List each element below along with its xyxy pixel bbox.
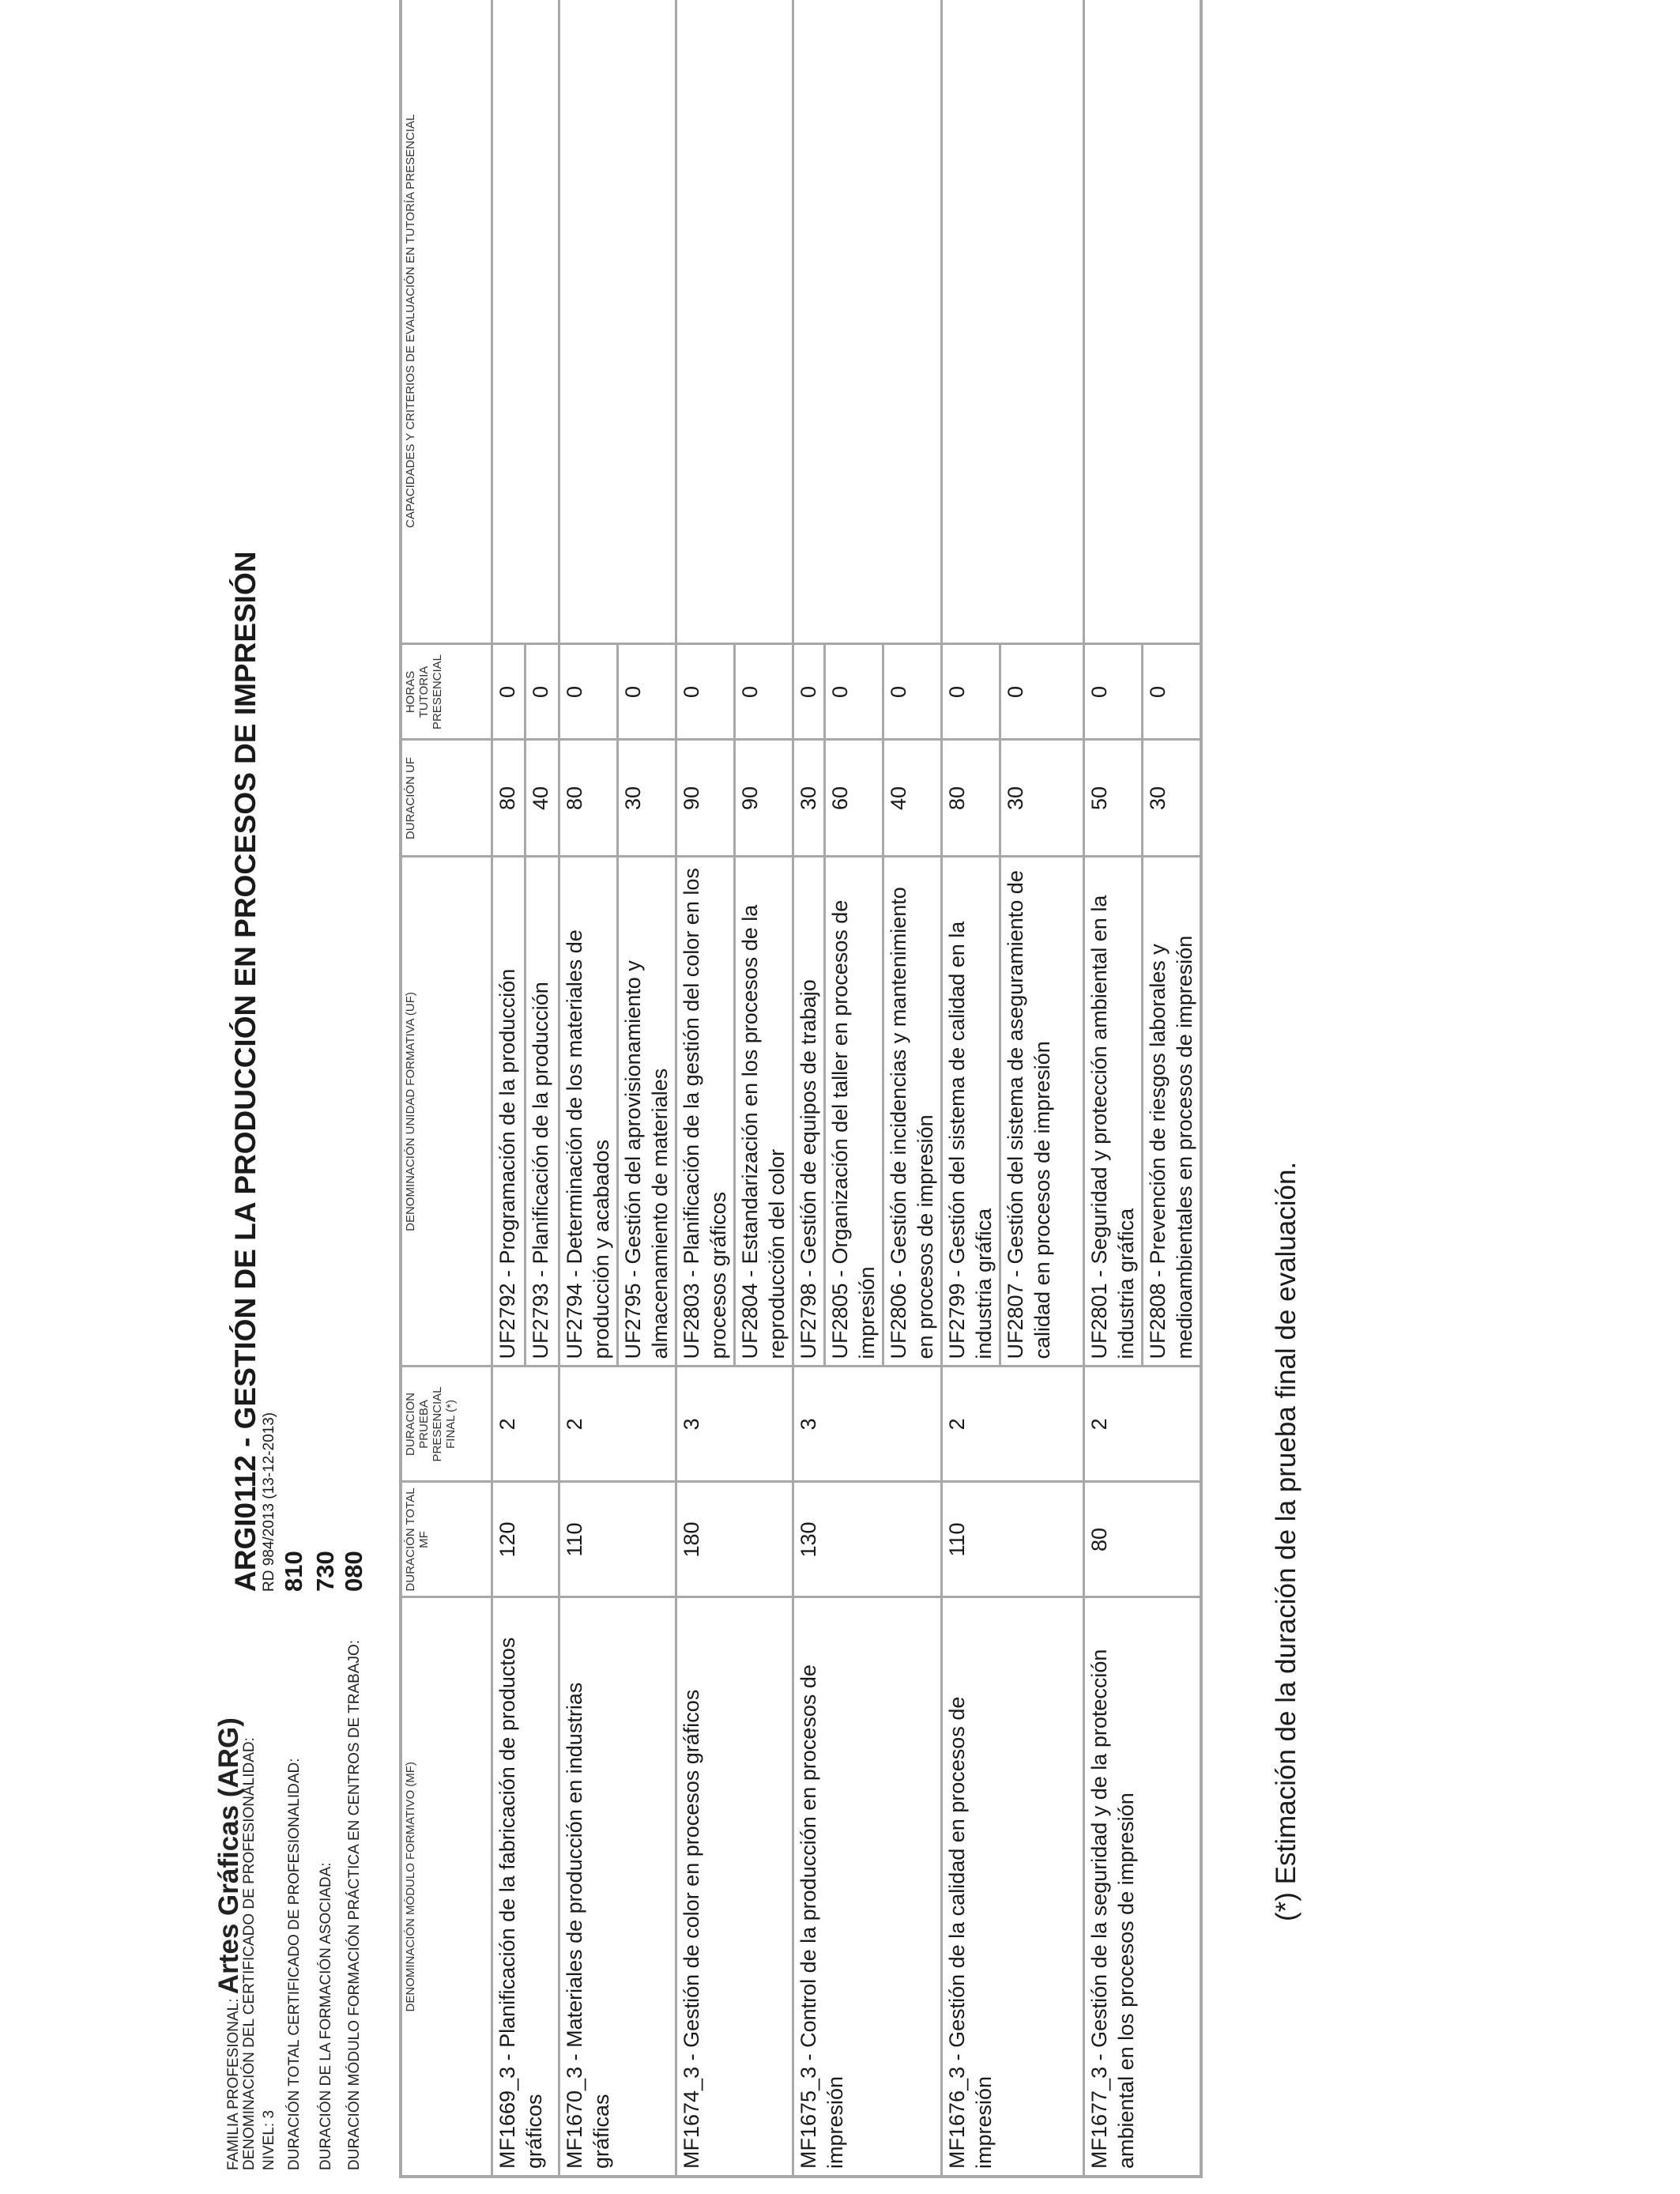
- mf-cell: MF1677_3 - Gestión de la seguridad y de la protección ambiental en los procesos de impresión: [1084, 1597, 1201, 2177]
- uf-cell: UF2805 - Organización del taller en procesos de impresión: [825, 857, 883, 1367]
- capacidades-cell: [559, 0, 676, 644]
- col-header-mf: DENOMINACIÓN MÓDULO FORMATIVO (MF): [401, 1597, 492, 2177]
- col-header-capacidades: CAPACIDADES Y CRITERIOS DE EVALUACIÓN EN TUTORÍA PRESENCIAL: [401, 0, 492, 644]
- footnote: (*) Estimación de la duración de la prueba final de evaluación.: [1271, 1161, 1301, 1921]
- mf-cell: MF1670_3 - Materiales de producción en industrias gráficas: [559, 1597, 676, 2177]
- duracion-practica-value: 080: [340, 1551, 367, 1592]
- uf-cell: UF2793 - Planificación de la producción: [525, 857, 559, 1367]
- uf-cell: UF2795 - Gestión del aprovisionamiento y almacenamiento de materiales: [618, 857, 676, 1367]
- table-row: [1084, 0, 1143, 2177]
- uf-horas-cell: 0: [559, 644, 618, 740]
- table-row: [492, 0, 525, 2177]
- uf-duration-cell: 80: [942, 740, 1000, 857]
- uf-duration-cell: 90: [676, 740, 735, 857]
- uf-cell: UF2792 - Programación de la producción: [492, 857, 525, 1367]
- duracion-formacion-label: DURACIÓN DE LA FORMACIÓN ASOCIADA:: [318, 1862, 334, 2170]
- uf-horas-cell: 0: [1000, 644, 1084, 740]
- capacidades-cell: [1084, 0, 1201, 644]
- rd-reference: RD 984/2013 (13-12-2013): [261, 1412, 277, 1592]
- familia-label: FAMILIA PROFESIONAL:: [225, 1998, 242, 2170]
- denominacion-label: DENOMINACIÓN DEL CERTIFICADO DE PROFESIONALIDAD:: [241, 1737, 258, 2170]
- nivel-label: NIVEL: 3: [261, 2109, 277, 2170]
- uf-horas-cell: 0: [825, 644, 883, 740]
- duracion-total-value: 810: [280, 1551, 307, 1592]
- capacidades-cell: [793, 0, 942, 644]
- uf-duration-cell: 80: [559, 740, 618, 857]
- uf-horas-cell: 0: [525, 644, 559, 740]
- col-header-uf: DENOMINACIÓN UNIDAD FORMATIVA (UF): [401, 857, 492, 1367]
- mf-total-cell: 130: [793, 1482, 942, 1597]
- mf-total-cell: 110: [559, 1482, 676, 1597]
- mf-total-cell: 110: [942, 1482, 1084, 1597]
- capacidades-cell: [942, 0, 1084, 644]
- duracion-total-label: DURACIÓN TOTAL CERTIFICADO DE PROFESIONALIDAD:: [286, 1758, 303, 2170]
- uf-horas-cell: 0: [793, 644, 825, 740]
- familia-line: [213, 1717, 245, 2170]
- familia-value: Artes Gráficas (ARG): [213, 1717, 244, 1995]
- mf-total-cell: 80: [1084, 1482, 1201, 1597]
- uf-duration-cell: 30: [793, 740, 825, 857]
- col-header-prueba: DURACION PRUEBA PRESENCIAL FINAL (*): [401, 1367, 492, 1482]
- mf-prueba-cell: 2: [492, 1367, 559, 1482]
- uf-horas-cell: 0: [1084, 644, 1143, 740]
- uf-cell: UF2807 - Gestión del sistema de aseguramiento de calidad en procesos de impresión: [1000, 857, 1084, 1367]
- uf-duration-cell: 40: [525, 740, 559, 857]
- col-header-total-mf: DURACIÓN TOTAL MF: [401, 1482, 492, 1597]
- uf-cell: UF2803 - Planificación de la gestión del color en los procesos gráficos: [676, 857, 735, 1367]
- uf-cell: UF2806 - Gestión de incidencias y mantenimiento en procesos de impresión: [883, 857, 942, 1367]
- modules-table: [399, 0, 1203, 2178]
- uf-horas-cell: 0: [492, 644, 525, 740]
- uf-duration-cell: 30: [1000, 740, 1084, 857]
- uf-duration-cell: 50: [1084, 740, 1143, 857]
- uf-cell: UF2808 - Prevención de riesgos laborales y medioambientales en procesos de impresión: [1143, 857, 1201, 1367]
- capacidades-cell: [676, 0, 793, 644]
- mf-prueba-cell: 3: [793, 1367, 942, 1482]
- capacidades-cell: [492, 0, 559, 644]
- table-row: [793, 0, 825, 2177]
- uf-horas-cell: 0: [618, 644, 676, 740]
- uf-horas-cell: 0: [942, 644, 1000, 740]
- uf-horas-cell: 0: [883, 644, 942, 740]
- uf-horas-cell: 0: [1143, 644, 1201, 740]
- uf-duration-cell: 30: [1143, 740, 1201, 857]
- duracion-practica-label: DURACIÓN MÓDULO FORMACIÓN PRÁCTICA EN CENTROS DE TRABAJO:: [346, 1639, 363, 2170]
- uf-cell: UF2794 - Determinación de los materiales de producción y acabados: [559, 857, 618, 1367]
- mf-total-cell: 120: [492, 1482, 559, 1597]
- table-row: [942, 0, 1000, 2177]
- mf-prueba-cell: 2: [1084, 1367, 1201, 1482]
- uf-cell: UF2801 - Seguridad y protección ambiental en la industria gráfica: [1084, 857, 1143, 1367]
- mf-total-cell: 180: [676, 1482, 793, 1597]
- mf-prueba-cell: 2: [942, 1367, 1084, 1482]
- mf-cell: MF1669_3 - Planificación de la fabricación de productos gráficos: [492, 1597, 559, 2177]
- certificado-title: ARGI0112 - GESTIÓN DE LA PRODUCCIÓN EN PROCESOS DE IMPRESIÓN: [229, 551, 262, 1592]
- col-header-horas-tutoria: HORAS TUTORIA PRESENCIAL: [401, 644, 492, 740]
- uf-duration-cell: 60: [825, 740, 883, 857]
- uf-duration-cell: 80: [492, 740, 525, 857]
- duracion-formacion-value: 730: [311, 1551, 339, 1592]
- uf-horas-cell: 0: [676, 644, 735, 740]
- uf-cell: UF2804 - Estandarización en los procesos de la reproducción del color: [735, 857, 793, 1367]
- col-header-duracion-uf: DURACIÓN UF: [401, 740, 492, 857]
- uf-cell: UF2799 - Gestión del sistema de calidad en la industria gráfica: [942, 857, 1000, 1367]
- mf-cell: MF1675_3 - Control de la producción en procesos de impresión: [793, 1597, 942, 2177]
- mf-cell: MF1674_3 - Gestión de color en procesos gráficos: [676, 1597, 793, 2177]
- table-row: [559, 0, 618, 2177]
- document-header: [0, 36, 395, 2170]
- table-header-row: [401, 0, 492, 2177]
- mf-prueba-cell: 3: [676, 1367, 793, 1482]
- uf-duration-cell: 90: [735, 740, 793, 857]
- table-row: [676, 0, 735, 2177]
- uf-horas-cell: 0: [735, 644, 793, 740]
- mf-prueba-cell: 2: [559, 1367, 676, 1482]
- uf-duration-cell: 30: [618, 740, 676, 857]
- uf-cell: UF2798 - Gestión de equipos de trabajo: [793, 857, 825, 1367]
- mf-cell: MF1676_3 - Gestión de la calidad en procesos de impresión: [942, 1597, 1084, 2177]
- uf-duration-cell: 40: [883, 740, 942, 857]
